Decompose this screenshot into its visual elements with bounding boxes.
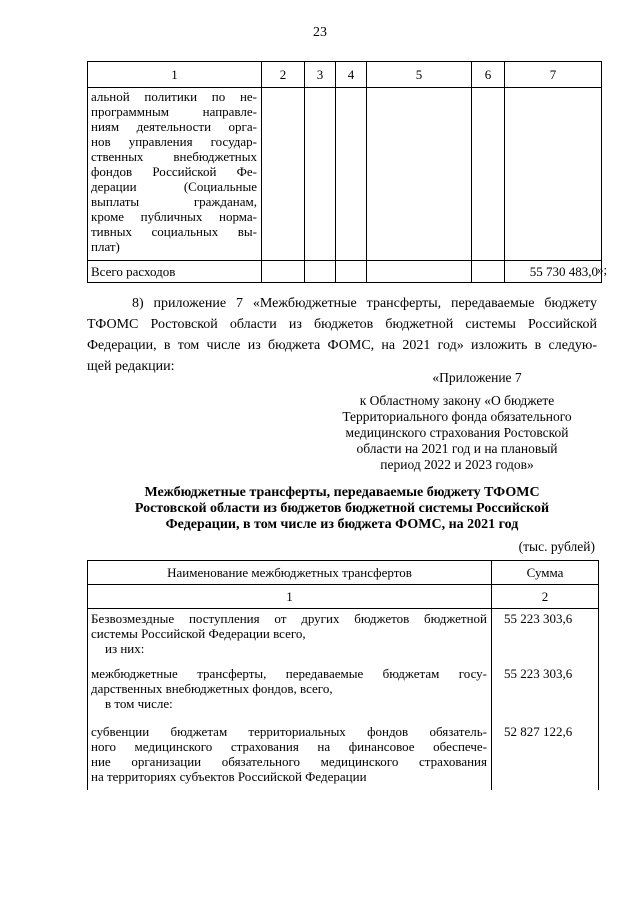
total-amount: 55 730 483,0 — [505, 261, 602, 283]
paragraph-line: ТФОМС Ростовской области из бюджетов бюджетной системы Российской — [87, 317, 597, 332]
transfer-name — [88, 609, 492, 665]
transfers-table — [87, 560, 599, 790]
col-header-sum: Сумма — [492, 561, 599, 585]
desc-line: тивных социальных вы- — [91, 224, 257, 239]
empty-cell — [305, 261, 336, 283]
name-line: на территориях субъектов Российской Федерации — [91, 769, 367, 784]
appendix-line: области на 2021 год и на плановый — [356, 441, 558, 456]
col-number-1: 1 — [88, 585, 492, 609]
heading-line: Межбюджетные трансферты, передаваемые бюджету ТФОМС — [144, 485, 540, 500]
desc-line: программным направле- — [91, 104, 257, 119]
total-suffix: »; — [597, 262, 608, 277]
appendix-title: «Приложение 7 — [432, 370, 522, 385]
desc-line: выплаты гражданам, — [91, 194, 257, 209]
col-number-2: 2 — [492, 585, 599, 609]
desc-line: ственных внебюджетных — [91, 149, 257, 164]
amendment-paragraph — [87, 293, 597, 377]
transfer-name — [88, 719, 492, 790]
empty-cell — [472, 88, 505, 261]
paragraph-line: 8) приложение 7 «Межбюджетные трансферты, передаваемые бюджету — [132, 296, 597, 311]
empty-cell — [305, 88, 336, 261]
empty-cell — [262, 261, 305, 283]
name-subline: в том числе: — [105, 696, 173, 711]
paragraph-line: щей редакции: — [87, 359, 175, 374]
appendix-reference — [322, 370, 592, 473]
name-line: системы Российской Федерации всего, — [91, 626, 306, 641]
table-row — [88, 664, 599, 719]
desc-line: кроме публичных норма- — [91, 209, 257, 224]
col-header-6: 6 — [472, 62, 505, 88]
appendix-line: Территориального фонда обязательного — [342, 409, 572, 424]
heading-line: Ростовской области из бюджетов бюджетной системы Российской — [134, 501, 550, 516]
col-header-3: 3 — [305, 62, 336, 88]
transfer-amount: 55 223 303,6 — [492, 664, 599, 719]
empty-cell — [472, 261, 505, 283]
name-line: ного медицинского страхования на финансовое обеспече- — [91, 739, 487, 754]
expenditure-table-continuation — [87, 61, 602, 283]
empty-cell — [505, 88, 602, 261]
desc-line: плат) — [91, 239, 120, 254]
name-line: межбюджетные трансферты, передаваемые бюджетам госу- — [91, 666, 487, 681]
name-line: Безвозмездные поступления от других бюджетов бюджетной — [91, 611, 487, 626]
col-header-2: 2 — [262, 62, 305, 88]
name-line: ние организации обязательного медицинского страхования — [91, 754, 487, 769]
paragraph-line: Федерации, в том числе из бюджета ФОМС, на 2021 год» изложить в следую- — [87, 338, 597, 353]
name-subline: из них: — [105, 641, 145, 656]
units-label: (тыс. рублей) — [518, 539, 595, 554]
desc-line: фондов Российской Фе- — [91, 164, 257, 179]
col-header-4: 4 — [336, 62, 367, 88]
column-number-row — [88, 585, 599, 609]
appendix-line: к Областному закону «О бюджете — [359, 393, 555, 408]
total-label: Всего расходов — [88, 261, 262, 283]
col-header-name: Наименование межбюджетных трансфертов — [88, 561, 492, 585]
col-header-1: 1 — [88, 62, 262, 88]
page-number: 23 — [313, 25, 327, 40]
table-header-row — [88, 561, 599, 585]
name-line: дарственных внебюджетных фондов, всего, — [91, 681, 333, 696]
appendix-line: период 2022 и 2023 годов» — [380, 457, 534, 472]
expense-description — [88, 88, 262, 261]
table-header-row — [88, 62, 602, 88]
desc-line: альной политики по не- — [91, 89, 257, 104]
heading-line: Федерации, в том числе из бюджета ФОМС, на 2021 год — [165, 517, 519, 532]
table-row — [88, 719, 599, 790]
empty-cell — [336, 261, 367, 283]
empty-cell — [367, 88, 472, 261]
total-row — [88, 261, 602, 283]
transfer-amount: 52 827 122,6 — [492, 719, 599, 790]
section-heading — [87, 485, 597, 533]
desc-line: ниям деятельности орга- — [91, 119, 257, 134]
transfer-name — [88, 664, 492, 719]
empty-cell — [262, 88, 305, 261]
desc-line: нов управления государ- — [91, 134, 257, 149]
table-row — [88, 88, 602, 261]
col-header-7: 7 — [505, 62, 602, 88]
name-line: субвенции бюджетам территориальных фондов обязатель- — [91, 724, 487, 739]
transfer-amount: 55 223 303,6 — [492, 609, 599, 665]
desc-line: дерации (Социальные — [91, 179, 257, 194]
empty-cell — [336, 88, 367, 261]
table-row — [88, 609, 599, 665]
appendix-line: медицинского страхования Ростовской — [345, 425, 569, 440]
empty-cell — [367, 261, 472, 283]
col-header-5: 5 — [367, 62, 472, 88]
